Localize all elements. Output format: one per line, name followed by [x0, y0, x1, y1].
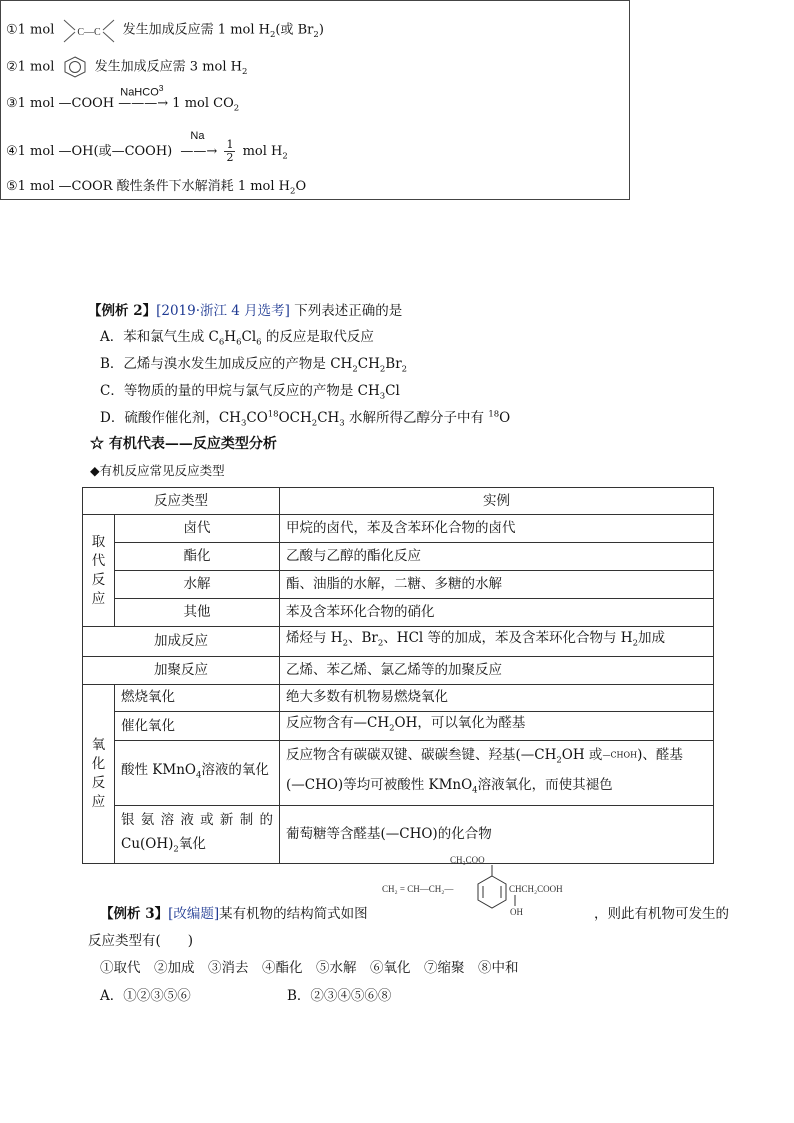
line3-text: 1 mol CO: [172, 96, 234, 111]
box-line-3: [6, 83, 240, 114]
o3-choh: —CHOH: [602, 750, 638, 760]
opt-b-br: Br: [385, 356, 402, 372]
fraction-den: 2: [226, 151, 234, 164]
type-cell: 加聚反应: [83, 656, 280, 684]
example-cell: 酯、油脂的水解，二糖、多糖的水解: [280, 571, 714, 599]
line2-sub: 2: [241, 67, 248, 78]
opt-c-text: C．等物质的量的甲烷与氯气反应的产物是 CH: [100, 383, 380, 399]
group-char: 应: [91, 590, 106, 607]
line3-sub: 2: [233, 103, 240, 114]
opt-a-text: A．苯和氯气生成 C: [100, 329, 219, 345]
o3-type-1: 酸性 KMnO: [121, 761, 196, 778]
line4-text: mol H: [242, 144, 283, 159]
group-char: 取: [91, 533, 106, 550]
o4-type-2: Cu(OH): [121, 835, 174, 852]
structure-top-group: CH₃COO: [450, 855, 485, 865]
example2-source: [2019·浙江 4 月选考]: [156, 303, 290, 319]
opt-d-text: D．硫酸作催化剂，CH: [100, 410, 241, 426]
table-row: [83, 741, 714, 805]
box-line-5: [6, 175, 306, 197]
line5-end: O: [295, 179, 307, 194]
add-text-1: 烯烃与 H: [286, 630, 343, 646]
opt-b-sub1: 2: [352, 364, 358, 375]
type-cell: [115, 741, 280, 805]
opt-d-sup1: 18: [267, 409, 279, 420]
type-cell: 酯化: [115, 543, 280, 571]
opt-c-sub: 3: [379, 391, 386, 402]
structure-left-chain: CH₂ = CH—CH₂—: [382, 884, 454, 894]
add-sub-1: 2: [342, 638, 348, 649]
group-char: 代: [91, 552, 106, 569]
example2-option-b: [100, 352, 407, 375]
o3-sub: 2: [556, 756, 562, 767]
example-cell: [280, 741, 714, 805]
alkene-structure-icon: [61, 16, 117, 44]
type-cell: 催化氧化: [115, 711, 280, 741]
table-row: [83, 627, 714, 657]
type-cell: 加成反应: [83, 627, 280, 657]
type-cell: 卤代: [115, 515, 280, 543]
reaction-type-table: [82, 487, 714, 864]
opt-c-end: Cl: [385, 383, 400, 399]
line1-end: ): [318, 22, 324, 38]
line3-arrow: ———→: [118, 96, 169, 111]
box-line-2: [6, 55, 247, 79]
opt-b-ch: CH: [357, 356, 380, 372]
line2-prefix: ②1 mol: [6, 59, 55, 75]
group-char: 化: [91, 756, 106, 773]
alkene-label: C—C: [76, 27, 101, 38]
type-cell: 水解: [115, 571, 280, 599]
line1-text: 发生加成反应需 1 mol H: [122, 22, 270, 38]
section-subtitle: ◆有机反应常见反应类型: [90, 463, 225, 478]
opt-d-mid: 水解所得乙醇分子中有: [344, 410, 489, 426]
example2-option-a: [100, 325, 374, 348]
example3-source: [改编题]: [168, 906, 220, 922]
o3-text-4: (—CHO)等均可被酸性 KMnO: [286, 777, 473, 794]
o4-type-sub: 2: [173, 844, 179, 855]
o3-sub2: 4: [472, 785, 478, 796]
line3-prefix: ③1 mol —COOH: [6, 96, 115, 111]
table-row: [83, 571, 714, 599]
o3-type-2: 溶液的氧化: [201, 761, 269, 778]
table-row: [83, 711, 714, 741]
opt-a-sub2: 6: [236, 337, 242, 348]
o2-text-2: OH，可以氧化为醛基: [394, 714, 526, 731]
o3-text-2: OH 或: [561, 747, 603, 764]
table-row: [83, 684, 714, 711]
example-cell: 乙烯、苯乙烯、氯乙烯等的加聚反应: [280, 656, 714, 684]
substitution-group-label: [83, 515, 115, 627]
opt-b-text: B．乙烯与溴水发生加成反应的产物是 CH: [100, 356, 353, 372]
oxidation-group-label: [83, 684, 115, 864]
group-char: 应: [91, 794, 106, 811]
o2-sub: 2: [389, 723, 395, 734]
group-char: 反: [91, 775, 106, 792]
o3-type-sub: 4: [195, 770, 202, 781]
reagent-sup: 3: [158, 83, 164, 93]
o4-type-3: 氧化: [178, 835, 206, 852]
section-title: ☆ 有机代表——反应类型分析: [90, 436, 277, 452]
example-cell: 葡萄糖等含醛基(—CHO)的化合物: [280, 805, 714, 864]
box-line-4: [6, 130, 288, 164]
add-text-2: 、Br: [348, 630, 378, 646]
o2-text-1: 反应物含有—CH: [286, 714, 390, 731]
group-char: 氧: [91, 737, 106, 754]
opt-d-sub1: 3: [240, 418, 247, 429]
opt-a-sub1: 6: [218, 337, 225, 348]
add-text-3: 、HCl 等的加成，苯及含苯环化合物与 H: [383, 630, 633, 646]
header-type: 反应类型: [83, 488, 280, 515]
table-row: [83, 599, 714, 627]
reagent-nahco: NaHCO: [120, 86, 159, 99]
example-cell: [280, 627, 714, 657]
line4-prefix: ④1 mol —OH(或—COOH): [6, 144, 173, 159]
line1-sub2: 2: [313, 30, 319, 41]
example-cell: 苯及含苯环化合物的硝化: [280, 599, 714, 627]
opt-a-cl: Cl: [241, 329, 257, 345]
opt-d-sup2: 18: [488, 409, 500, 420]
group-char: 反: [91, 571, 106, 588]
example3-stem-3: 反应类型有( ): [88, 933, 194, 949]
line4-sub: 2: [282, 151, 288, 162]
add-sub-2: 2: [377, 638, 384, 649]
organic-structure-diagram: [380, 852, 590, 920]
example-cell: 甲烷的卤代，苯及含苯环化合物的卤代: [280, 515, 714, 543]
summary-box: [0, 0, 630, 200]
line3-reagent: [120, 83, 163, 99]
structure-right-chain: CHCH₂COOH: [509, 884, 563, 894]
o3-text-3: )、醛基: [637, 747, 683, 764]
example3-option-b: B．②③④⑤⑥⑧: [287, 988, 392, 1004]
line5-text: ⑤1 mol —COOR 酸性条件下水解消耗 1 mol H: [6, 179, 291, 194]
example2-tag: 【例析 2】: [88, 303, 157, 319]
opt-d-och: OCH: [278, 410, 312, 426]
type-cell: [115, 805, 280, 864]
o4-type-1: 银氨溶液或新制的: [121, 811, 273, 828]
example3-option-a: A．①②③⑤⑥: [100, 988, 191, 1004]
opt-d-end: O: [499, 410, 511, 426]
table-row: [83, 656, 714, 684]
table-header-row: [83, 488, 714, 515]
fraction-num: 1: [226, 138, 234, 151]
opt-d-ch: CH: [317, 410, 340, 426]
line1-sub: 2: [269, 30, 276, 41]
example2-stem: 下列表述正确的是: [289, 303, 403, 319]
example2-question: [88, 299, 402, 319]
table-row: [83, 515, 714, 543]
line1-prefix: ①1 mol: [6, 22, 55, 38]
opt-a-end: 的反应是取代反应: [261, 329, 374, 345]
structure-hydroxyl: OH: [510, 907, 523, 917]
box-line-1: [6, 16, 324, 44]
reaction-type-list: ①取代 ②加成 ③消去 ④酯化 ⑤水解 ⑥氧化 ⑦缩聚 ⑧中和: [100, 960, 519, 976]
example-cell: 乙酸与乙醇的酯化反应: [280, 543, 714, 571]
type-cell: 燃烧氧化: [115, 684, 280, 711]
benzene-ring-icon: [61, 55, 89, 79]
header-example: 实例: [280, 488, 714, 515]
opt-d-sub3: 3: [339, 418, 345, 429]
line2-text: 发生加成反应需 3 mol H: [94, 59, 242, 75]
o3-text-5: 溶液氧化，而使其褪色: [477, 777, 613, 794]
type-cell: 其他: [115, 599, 280, 627]
half-fraction: [224, 139, 235, 164]
o3-text-1: 反应物含有碳碳双键、碳碳叁键、羟基(—CH: [286, 747, 557, 764]
example-cell: [280, 711, 714, 741]
line4-arrow: ——→: [180, 144, 218, 159]
opt-b-sub3: 2: [401, 364, 408, 375]
add-text-4: 加成: [638, 630, 665, 646]
example2-option-c: [100, 379, 400, 402]
add-sub-3: 2: [632, 638, 638, 649]
example3-question: [100, 902, 368, 922]
opt-d-sub2: 2: [311, 418, 318, 429]
opt-a-h: H: [224, 329, 237, 345]
example3-stem-2: ，则此有机物可发生的: [594, 906, 729, 922]
example2-option-d: [100, 406, 510, 429]
line4-reagent: Na: [190, 130, 205, 142]
example3-tag: 【例析 3】: [100, 906, 169, 922]
example3-stem-1: 某有机物的结构简式如图: [219, 906, 368, 922]
example-cell: 绝大多数有机物易燃烧氧化: [280, 684, 714, 711]
line5-sub: 2: [290, 186, 296, 197]
opt-b-sub2: 2: [379, 364, 386, 375]
opt-a-sub3: 6: [256, 337, 262, 348]
line1-text2: (或 Br: [275, 22, 314, 38]
table-row: [83, 543, 714, 571]
opt-d-co: CO: [246, 410, 268, 426]
